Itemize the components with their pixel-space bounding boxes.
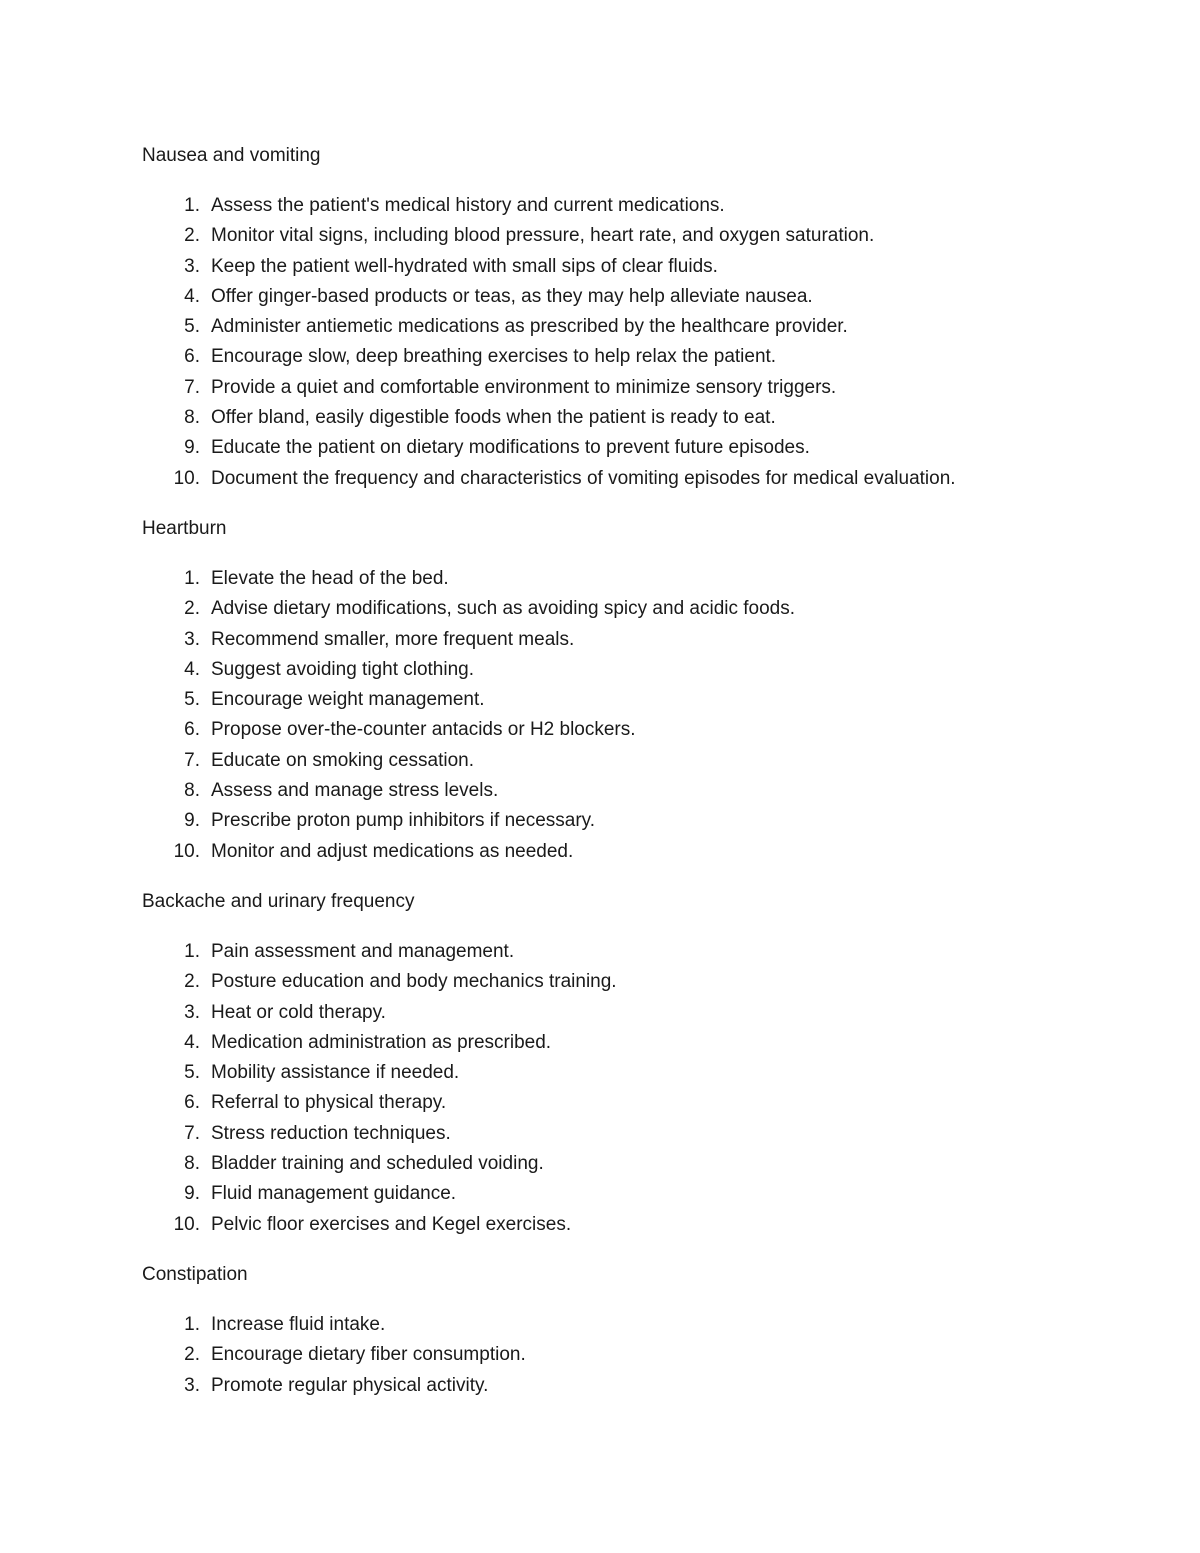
list-item-text: Assess the patient's medical history and current medications. [211, 195, 725, 216]
list-item [142, 685, 1082, 715]
list-item-text: Administer antiemetic medications as prescribed by the healthcare provider. [211, 316, 848, 338]
list-item-number: 9. [184, 810, 200, 832]
list-item-number: 10. [173, 1213, 200, 1235]
list-item-text: Offer bland, easily digestible foods when the patient is ready to eat. [211, 407, 776, 429]
list-item [142, 564, 1082, 594]
list-item-text: Promote regular physical activity. [211, 1374, 489, 1396]
list-item-number: 3. [184, 255, 200, 277]
section [142, 887, 1082, 1240]
list-item-text: Encourage dietary fiber consumption. [211, 1344, 526, 1366]
section [142, 514, 1082, 867]
section-heading: Nausea and vomiting [142, 145, 321, 166]
list-item-text: Encourage weight management. [211, 689, 485, 711]
list-item [142, 655, 1082, 685]
list-item-number: 10. [173, 467, 200, 489]
numbered-list [142, 937, 1082, 1240]
list-item [142, 312, 1082, 342]
section-heading: Constipation [142, 1263, 248, 1285]
numbered-list [142, 1310, 1082, 1401]
list-item-number: 9. [184, 437, 200, 459]
list-item-text: Monitor and adjust medications as needed. [211, 840, 574, 862]
list-item-text: Monitor vital signs, including blood pressure, heart rate, and oxygen saturation. [211, 225, 875, 247]
list-item-text: Recommend smaller, more frequent meals. [211, 628, 575, 650]
list-item [142, 252, 1082, 282]
list-item-text: Posture education and body mechanics training. [211, 971, 617, 993]
list-item-number: 5. [184, 1062, 200, 1084]
list-item-number: 2. [184, 598, 200, 620]
list-item-text: Pain assessment and management. [211, 940, 515, 962]
list-item [142, 1119, 1082, 1149]
list-item [142, 1149, 1082, 1179]
list-item [142, 837, 1082, 867]
list-item-text: Document the frequency and characteristics of vomiting episodes for medical evaluation. [211, 467, 956, 489]
list-item-text: Medication administration as prescribed. [211, 1031, 552, 1053]
list-item [142, 806, 1082, 836]
list-item-number: 2. [184, 971, 200, 993]
list-item [142, 342, 1082, 372]
list-item-number: 5. [184, 689, 200, 711]
list-item-number: 8. [184, 780, 200, 802]
list-item [142, 433, 1082, 463]
list-item-text: Prescribe proton pump inhibitors if necessary. [211, 810, 596, 832]
list-item-number: 2. [184, 1344, 200, 1366]
list-item [142, 1310, 1082, 1340]
list-item-text: Referral to physical therapy. [211, 1092, 447, 1114]
list-item [142, 1210, 1082, 1240]
section-heading: Heartburn [142, 517, 227, 539]
list-item-text: Offer ginger-based products or teas, as they may help alleviate nausea. [211, 285, 813, 307]
list-item-text: Provide a quiet and comfortable environment to minimize sensory triggers. [211, 376, 837, 398]
list-item [142, 1179, 1082, 1209]
list-item-number: 6. [184, 1092, 200, 1114]
list-item-number: 7. [184, 376, 200, 398]
list-item [142, 1371, 1082, 1401]
list-item-text: Mobility assistance if needed. [211, 1062, 460, 1084]
list-item-number: 4. [184, 285, 200, 307]
list-item-number: 3. [184, 1001, 200, 1023]
list-item [142, 464, 1082, 494]
list-item-text: Elevate the head of the bed. [211, 567, 449, 589]
list-item-text: Fluid management guidance. [211, 1183, 457, 1205]
list-item [142, 746, 1082, 776]
list-item-number: 1. [184, 567, 200, 589]
list-item [142, 1340, 1082, 1370]
list-item-number: 8. [184, 1153, 200, 1175]
list-item [142, 998, 1082, 1028]
section [142, 1260, 1082, 1401]
list-item-text: Pelvic floor exercises and Kegel exercises. [211, 1213, 572, 1235]
list-item-number: 2. [184, 225, 200, 247]
list-item-number: 4. [184, 1031, 200, 1053]
list-item [142, 715, 1082, 745]
list-item-text: Increase fluid intake. [211, 1313, 386, 1335]
list-item-text: Suggest avoiding tight clothing. [211, 658, 475, 680]
list-item-text: Educate on smoking cessation. [211, 749, 474, 771]
list-item-text: Assess and manage stress levels. [211, 780, 499, 802]
list-item [142, 282, 1082, 312]
list-item [142, 1058, 1082, 1088]
list-item-text: Propose over-the-counter antacids or H2 blockers. [211, 719, 636, 741]
list-item-number: 10. [173, 840, 200, 862]
list-item-number: 6. [184, 346, 200, 368]
list-item [142, 221, 1082, 251]
list-item-number: 1. [184, 1313, 200, 1335]
numbered-list [142, 191, 1082, 494]
list-item [142, 594, 1082, 624]
list-item-number: 7. [184, 1122, 200, 1144]
list-item [142, 1028, 1082, 1058]
section [142, 141, 1082, 494]
list-item-number: 3. [184, 628, 200, 650]
list-item [142, 373, 1082, 403]
section-heading: Backache and urinary frequency [142, 890, 415, 912]
list-item-number: 7. [184, 749, 200, 771]
list-item [142, 191, 1082, 221]
list-item [142, 937, 1082, 967]
list-item-number: 8. [184, 407, 200, 429]
list-item-text: Heat or cold therapy. [211, 1001, 386, 1023]
list-item [142, 403, 1082, 433]
list-item-number: 6. [184, 719, 200, 741]
list-item-text: Advise dietary modifications, such as avoiding spicy and acidic foods. [211, 598, 796, 620]
list-item [142, 625, 1082, 655]
list-item [142, 776, 1082, 806]
list-item-number: 1. [184, 195, 200, 216]
list-item-number: 5. [184, 316, 200, 338]
list-item-number: 3. [184, 1374, 200, 1396]
list-item-number: 4. [184, 658, 200, 680]
numbered-list [142, 564, 1082, 867]
list-item-text: Keep the patient well-hydrated with small sips of clear fluids. [211, 255, 718, 277]
list-item-text: Encourage slow, deep breathing exercises to help relax the patient. [211, 346, 777, 368]
list-item-text: Educate the patient on dietary modifications to prevent future episodes. [211, 437, 810, 459]
list-item-number: 9. [184, 1183, 200, 1205]
list-item [142, 967, 1082, 997]
list-item-text: Bladder training and scheduled voiding. [211, 1153, 544, 1175]
list-item-number: 1. [184, 940, 200, 962]
document-body [142, 141, 1082, 1421]
list-item-text: Stress reduction techniques. [211, 1122, 451, 1144]
list-item [142, 1088, 1082, 1118]
